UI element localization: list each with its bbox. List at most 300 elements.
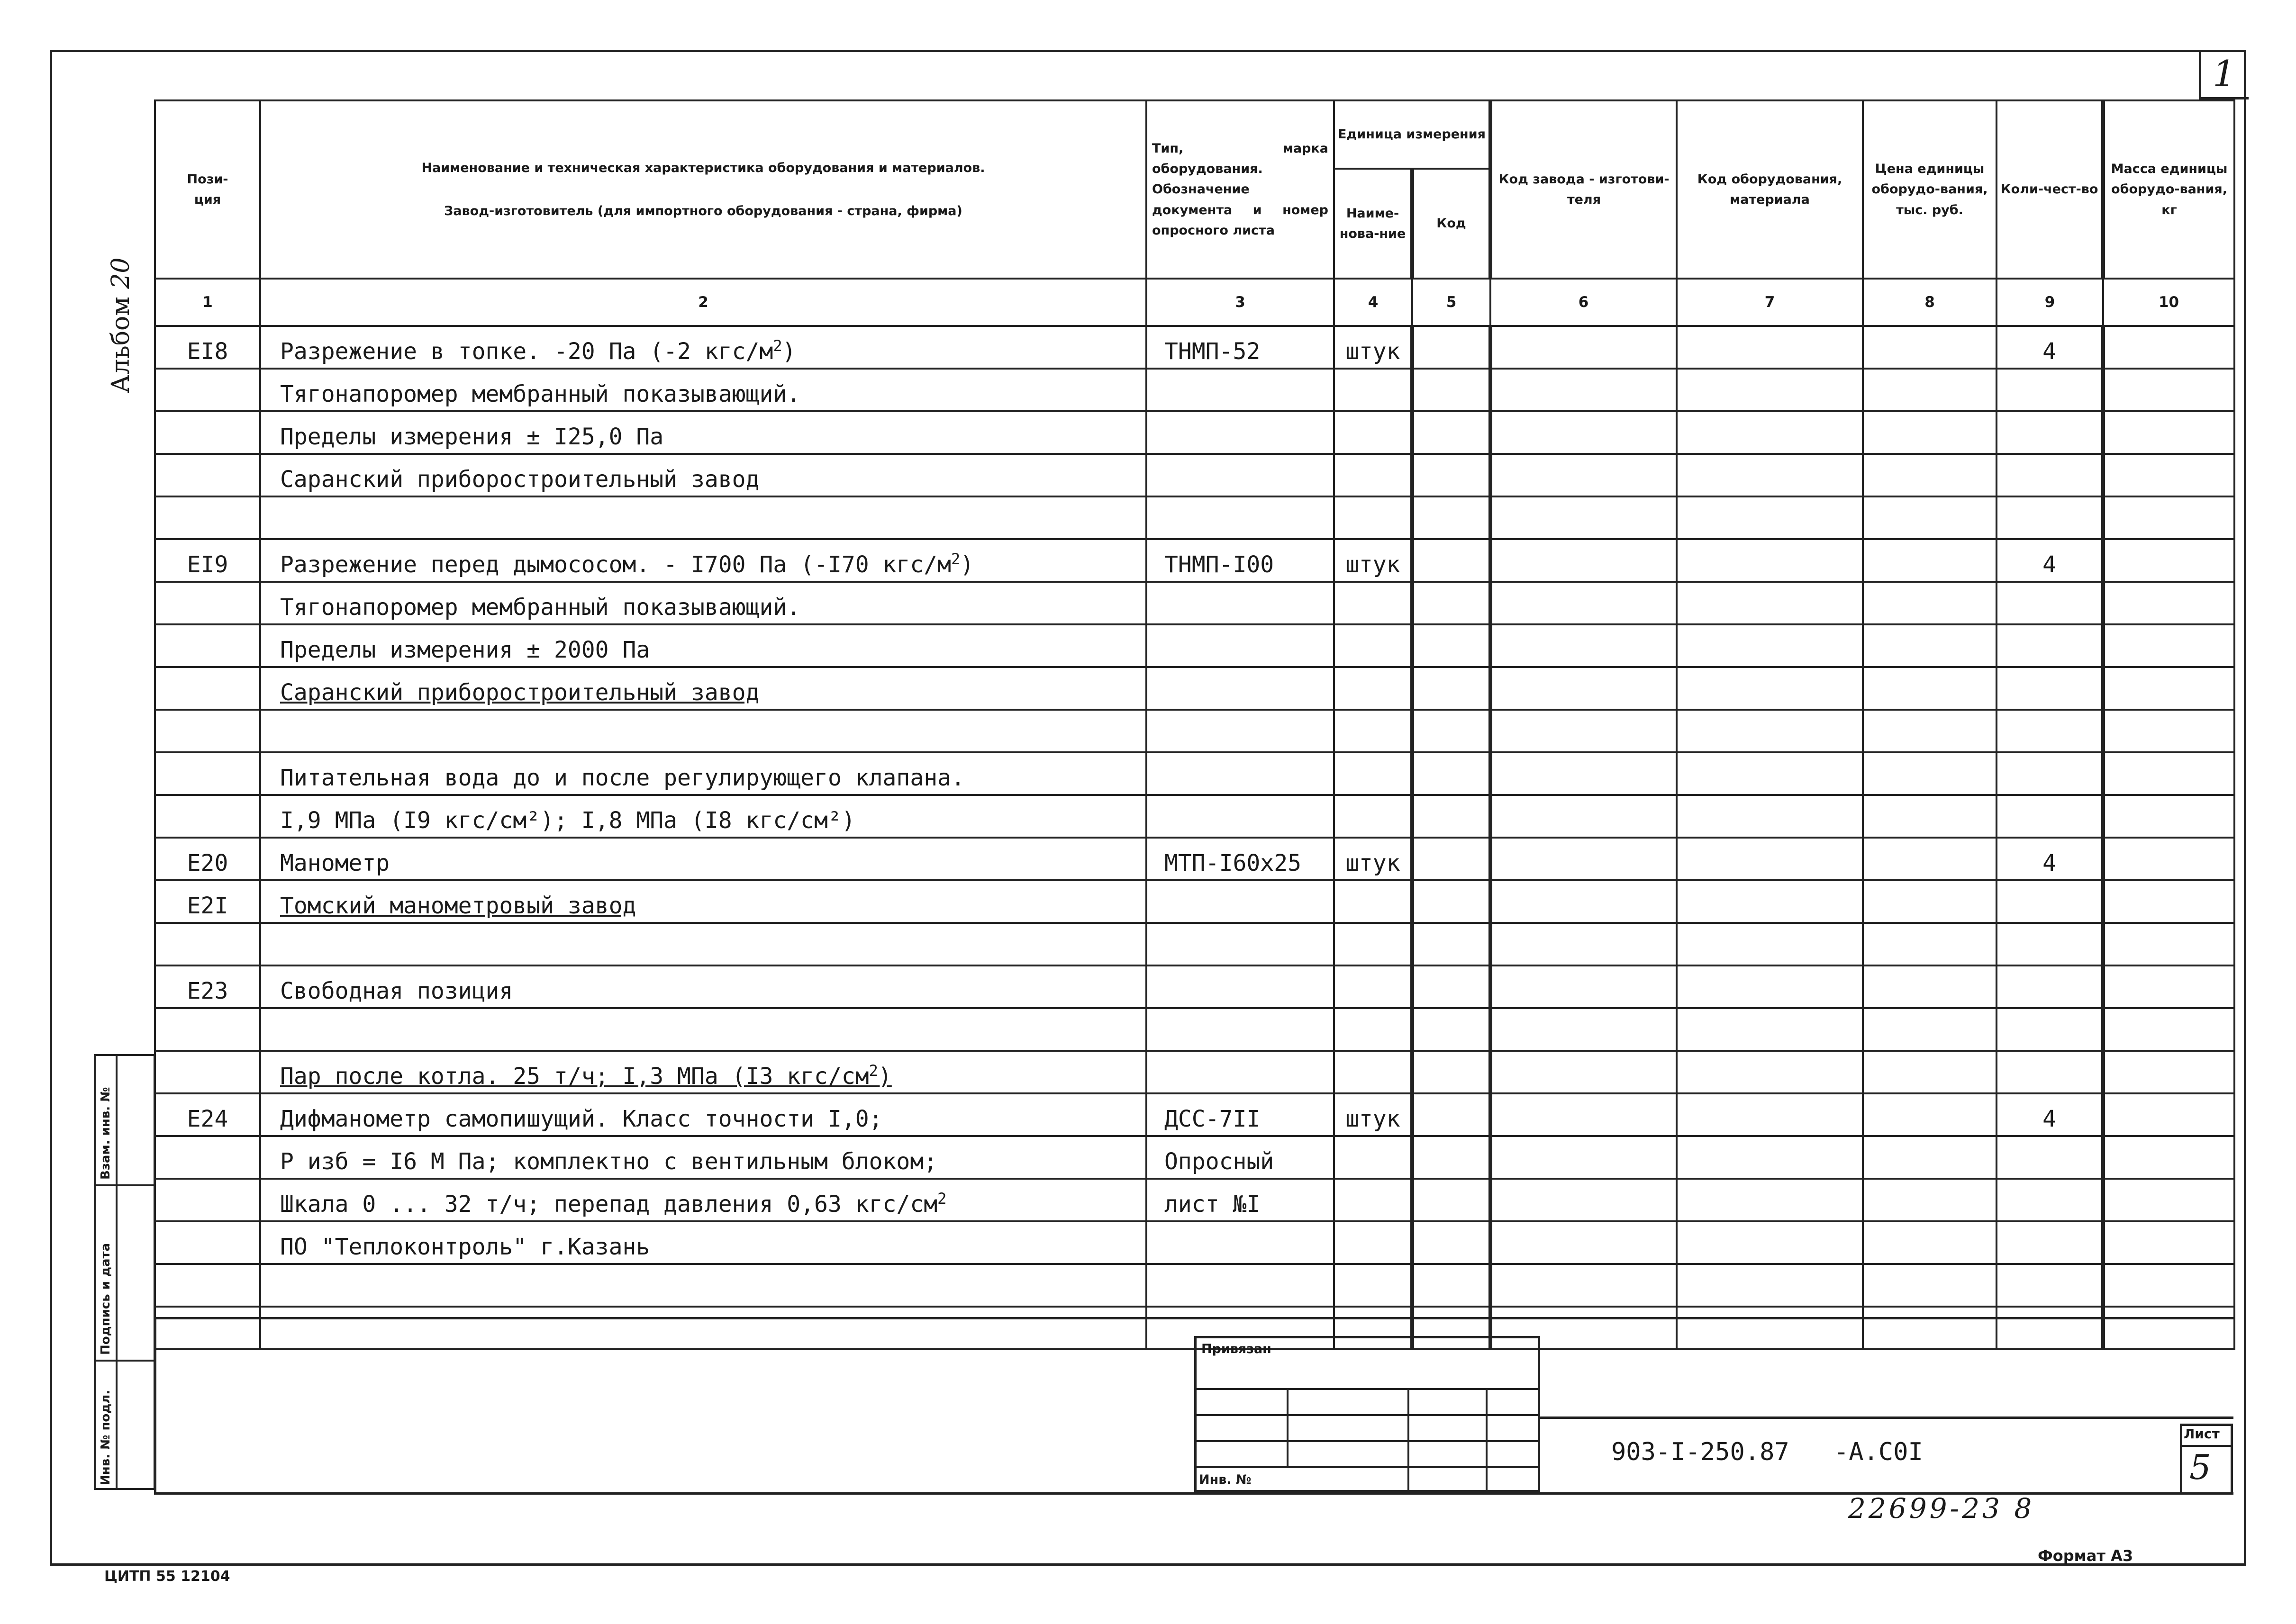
cell-factory-code [1490,496,1677,539]
cell-quantity [1997,1008,2103,1051]
cell-price [1863,752,1997,795]
cell-equipment-code [1677,752,1863,795]
sheet-number-divider [2180,1445,2233,1447]
cell-type [1146,1051,1334,1093]
cell-name [260,454,1146,496]
table-row [155,326,2234,369]
cell-unit [1334,454,1412,496]
cell-name [260,1264,1146,1307]
cell-unit [1334,624,1412,667]
cell-name [260,1051,1146,1093]
sheet-number: 5 [2189,1447,2211,1487]
stamp-replaced-inv: Взам. инв. № [99,1087,113,1180]
cell-unit [1334,752,1412,795]
cell-name-text: Свободная позиция [280,978,513,1004]
cell-name-tail: ) [960,551,974,578]
table-row [155,582,2234,624]
table-row [155,880,2234,923]
cell-factory-code [1490,667,1677,710]
cell-type [1146,710,1334,752]
cell-price [1863,1136,1997,1179]
cell-mass [2103,369,2234,411]
cell-unit: штук [1334,326,1412,369]
cell-mass [2103,539,2234,582]
cell-equipment-code [1677,1264,1863,1307]
cell-unit-code [1412,582,1490,624]
cell-name-text: Тягонапоромер мембранный показывающий. [280,381,801,407]
cell-price [1863,1179,1997,1221]
table-row [155,1093,2234,1136]
cell-equipment-code [1677,880,1863,923]
privyazan-grid-line [1486,1388,1488,1492]
cell-mass [2103,411,2234,454]
cell-unit-code [1412,880,1490,923]
cell-price [1863,880,1997,923]
cell-price [1863,624,1997,667]
cell-type: ДСС-7II [1146,1093,1334,1136]
cell-position [155,1136,260,1179]
cell-factory-code [1490,1264,1677,1307]
cell-unit-code [1412,923,1490,965]
cell-name [260,1093,1146,1136]
cell-unit-code [1412,624,1490,667]
cell-quantity [1997,1136,2103,1179]
cell-type [1146,454,1334,496]
cell-name-text: ПО "Теплоконтроль" г.Казань [280,1234,650,1260]
cell-equipment-code [1677,1008,1863,1051]
cell-unit [1334,1008,1412,1051]
cell-quantity [1997,752,2103,795]
header-factory-code: Код завода - изготови-теля [1490,100,1677,279]
table-row [155,838,2234,880]
cell-name [260,795,1146,838]
cell-equipment-code [1677,454,1863,496]
cell-name [260,539,1146,582]
cell-unit-code [1412,710,1490,752]
cell-price [1863,710,1997,752]
cell-price [1863,582,1997,624]
table-row [155,411,2234,454]
cell-unit-code [1412,1179,1490,1221]
cell-position [155,923,260,965]
cell-name [260,369,1146,411]
cell-position [155,1221,260,1264]
cell-quantity [1997,1221,2103,1264]
cell-price [1863,1093,1997,1136]
cell-unit-code [1412,965,1490,1008]
header-type: Тип, марка оборудования. Обозначение документа и номер опросного листа [1146,100,1334,279]
table-row [155,1051,2234,1093]
cell-unit [1334,496,1412,539]
table-row [155,667,2234,710]
cell-unit-code [1412,411,1490,454]
cell-price [1863,496,1997,539]
cell-name-text: Шкала 0 ... 32 т/ч; перепад давления 0,63 кгс/см [280,1191,938,1218]
cell-position [155,1307,260,1349]
cell-equipment-code [1677,539,1863,582]
cell-unit-code [1412,369,1490,411]
cell-unit-code [1412,1008,1490,1051]
cell-unit-code [1412,667,1490,710]
cell-price [1863,369,1997,411]
cell-unit [1334,923,1412,965]
cell-equipment-code [1677,1093,1863,1136]
document-code: 903-I-250.87 [1611,1438,1789,1466]
cell-type [1146,496,1334,539]
cell-equipment-code [1677,838,1863,880]
cell-factory-code [1490,1008,1677,1051]
cell-position [155,667,260,710]
cell-equipment-code [1677,965,1863,1008]
cell-quantity [1997,1264,2103,1307]
cell-name [260,496,1146,539]
header-position: Пози- ция [155,100,260,279]
cell-mass [2103,1179,2234,1221]
cell-price [1863,326,1997,369]
cell-mass [2103,667,2234,710]
cell-type [1146,411,1334,454]
cell-name-text: Разрежение в топке. -20 Па (-2 кгс/м [280,338,773,365]
cell-mass [2103,795,2234,838]
table-row [155,496,2234,539]
sheet-label: Лист [2184,1426,2220,1442]
cell-mass [2103,1264,2234,1307]
cell-equipment-code [1677,496,1863,539]
cell-name-text: Пределы измерения ± I25,0 Па [280,424,664,450]
table-row [155,1008,2234,1051]
cell-factory-code [1490,326,1677,369]
header-quantity: Коли-чест-во [1997,100,2103,279]
cell-unit [1334,880,1412,923]
cell-quantity [1997,624,2103,667]
colnum-6: 6 [1490,279,1677,326]
privyazan-grid-line [1194,1440,1540,1442]
cell-mass [2103,1307,2234,1349]
cell-price [1863,539,1997,582]
cell-position [155,1008,260,1051]
header-unit-name: Наиме-нова-ние [1334,169,1412,279]
cell-price [1863,1051,1997,1093]
cell-type: ТНМП-I00 [1146,539,1334,582]
colnum-10: 10 [2103,279,2234,326]
cell-unit-code [1412,539,1490,582]
cell-type [1146,1221,1334,1264]
cell-factory-code [1490,710,1677,752]
privyazan-grid-line [1194,1414,1540,1416]
colnum-3: 3 [1146,279,1334,326]
cell-unit [1334,710,1412,752]
cell-quantity [1997,454,2103,496]
cell-factory-code [1490,1093,1677,1136]
cell-name [260,1221,1146,1264]
cell-type [1146,923,1334,965]
cell-quantity [1997,582,2103,624]
cell-unit-code [1412,496,1490,539]
table-row [155,539,2234,582]
cell-factory-code [1490,880,1677,923]
cell-type [1146,1264,1334,1307]
cell-name-text: Пределы измерения ± 2000 Па [280,637,650,663]
cell-type [1146,667,1334,710]
cell-price [1863,667,1997,710]
cell-equipment-code [1677,710,1863,752]
cell-quantity [1997,923,2103,965]
cell-equipment-code [1677,582,1863,624]
cell-quantity: 4 [1997,838,2103,880]
table-row [155,965,2234,1008]
cell-mass [2103,454,2234,496]
column-numbers-row [155,279,2234,326]
title-block-left [154,1317,156,1492]
privyazan-grid-line [1194,1466,1540,1468]
cell-quantity [1997,411,2103,454]
table-row [155,1179,2234,1221]
cell-mass [2103,1008,2234,1051]
cell-name-text: Томский манометровый завод [280,893,636,919]
cell-name [260,838,1146,880]
cell-position: E24 [155,1093,260,1136]
cell-equipment-code [1677,1179,1863,1221]
cell-equipment-code [1677,369,1863,411]
cell-mass [2103,624,2234,667]
table-row [155,1136,2234,1179]
header-price: Цена единицы оборудо-вания, тыс. руб. [1863,100,1997,279]
cell-unit-code [1412,1051,1490,1093]
cell-quantity [1997,1051,2103,1093]
colnum-9: 9 [1997,279,2103,326]
cell-unit-code [1412,795,1490,838]
title-block-top [154,1317,2233,1319]
table-row [155,369,2234,411]
cell-name-text: P изб = I6 М Па; комплектно с вентильным блоком; [280,1148,938,1175]
cell-position [155,496,260,539]
cell-position [155,1179,260,1221]
cell-price [1863,1221,1997,1264]
cell-type: лист №I [1146,1179,1334,1221]
cell-position [155,582,260,624]
colnum-8: 8 [1863,279,1997,326]
cell-factory-code [1490,752,1677,795]
cell-position [155,411,260,454]
cell-position [155,1264,260,1307]
cell-position [155,454,260,496]
cell-type [1146,795,1334,838]
cell-price [1863,965,1997,1008]
cell-name-text: Саранский приборостроительный завод [280,679,760,706]
cell-price [1863,838,1997,880]
cell-unit [1334,1136,1412,1179]
sheet-corner-number: 1 [2213,53,2236,95]
cell-factory-code [1490,1179,1677,1221]
cell-quantity [1997,880,2103,923]
cell-mass [2103,752,2234,795]
cell-factory-code [1490,624,1677,667]
cell-price [1863,454,1997,496]
stamp-divider [94,1184,155,1186]
cell-mass [2103,923,2234,965]
header-equipment-code: Код оборудования, материала [1677,100,1863,279]
cell-mass [2103,1051,2234,1093]
cell-unit-code [1412,1136,1490,1179]
table-row [155,624,2234,667]
cell-factory-code [1490,965,1677,1008]
cell-equipment-code [1677,326,1863,369]
cell-unit [1334,1179,1412,1221]
cell-unit [1334,965,1412,1008]
header-unit-code: Код [1412,169,1490,279]
cell-mass [2103,880,2234,923]
cell-name [260,1136,1146,1179]
cell-position: EI8 [155,326,260,369]
cell-name-text: Пар после котла. 25 т/ч; I,3 МПа (I3 кгс/см [280,1063,869,1090]
cell-name-text: Разрежение перед дымососом. - I700 Па (-I70 кгс/м [280,551,952,578]
cell-unit [1334,411,1412,454]
cell-name [260,1179,1146,1221]
cell-name [260,1008,1146,1051]
cell-name-text: Манометр [280,850,390,876]
cell-equipment-code [1677,1307,1863,1349]
cell-type: МТП-I60х25 [1146,838,1334,880]
cell-unit [1334,582,1412,624]
cell-name-text: Тягонапоромер мембранный показывающий. [280,594,801,621]
cell-name-text: Дифманометр самопишущий. Класс точности I,0; [280,1106,883,1132]
cell-quantity: 4 [1997,1093,2103,1136]
cell-unit-code [1412,454,1490,496]
cell-unit: штук [1334,838,1412,880]
cell-unit [1334,1051,1412,1093]
privyazan-grid-line [1407,1388,1409,1492]
table-row [155,454,2234,496]
doc-code-line [1540,1416,2233,1419]
cell-factory-code [1490,1051,1677,1093]
cell-quantity [1997,710,2103,752]
cell-factory-code [1490,795,1677,838]
cell-unit [1334,667,1412,710]
cell-factory-code [1490,1136,1677,1179]
cell-name [260,923,1146,965]
colnum-5: 5 [1412,279,1490,326]
cell-name-text: Питательная вода до и после регулирующего клапана. [280,765,965,791]
cell-unit [1334,1264,1412,1307]
cell-type [1146,582,1334,624]
table-row [155,710,2234,752]
cell-position [155,752,260,795]
cell-equipment-code [1677,1136,1863,1179]
tsitp-code: ЦИТП 55 12104 [104,1568,230,1585]
cell-equipment-code [1677,667,1863,710]
colnum-4: 4 [1334,279,1412,326]
cell-quantity [1997,1179,2103,1221]
cell-type [1146,752,1334,795]
cell-name [260,880,1146,923]
cell-quantity [1997,965,2103,1008]
cell-factory-code [1490,454,1677,496]
format-label: Формат А3 [2038,1547,2133,1565]
table-row [155,1221,2234,1264]
colnum-7: 7 [1677,279,1863,326]
cell-quantity: 4 [1997,326,2103,369]
cell-type: Опросный [1146,1136,1334,1179]
cell-unit: штук [1334,539,1412,582]
privyazan-grid-line [1287,1388,1289,1466]
cell-factory-code [1490,539,1677,582]
cell-equipment-code [1677,1221,1863,1264]
cell-mass [2103,1093,2234,1136]
cell-equipment-code [1677,923,1863,965]
sheet-corner-box [2199,50,2249,99]
cell-unit-code [1412,1093,1490,1136]
cell-name-superscript: 2 [773,337,782,355]
cell-position [155,1051,260,1093]
cell-name [260,965,1146,1008]
cell-position [155,710,260,752]
stamp-strip-values [118,1054,155,1490]
header-unit: Единица измерения [1334,100,1490,169]
inventory-number-label: Инв. № [1199,1472,1252,1487]
stamp-signature-date: Подпись и дата [99,1243,113,1355]
cell-mass [2103,582,2234,624]
specification-rows [155,326,2234,1349]
specification-table [154,99,2235,1350]
cell-equipment-code [1677,411,1863,454]
cell-name-tail: ) [782,338,796,365]
cell-price [1863,1264,1997,1307]
cell-position [155,369,260,411]
cell-mass [2103,710,2234,752]
cell-unit [1334,795,1412,838]
cell-mass [2103,1221,2234,1264]
cell-price [1863,795,1997,838]
privyazan-grid-line [1194,1388,1540,1390]
document-suffix: -А.С0I [1834,1438,1923,1466]
album-label [107,258,135,394]
cell-position: E2I [155,880,260,923]
cell-price [1863,923,1997,965]
cell-unit-code [1412,1221,1490,1264]
cell-position [155,795,260,838]
cell-name-text: I,9 МПа (I9 кгс/см²); I,8 МПа (I8 кгс/см²) [280,807,855,834]
cell-unit: штук [1334,1093,1412,1136]
cell-factory-code [1490,923,1677,965]
cell-factory-code [1490,411,1677,454]
cell-price [1863,1307,1997,1349]
cell-factory-code [1490,1221,1677,1264]
cell-mass [2103,965,2234,1008]
header-mass: Масса единицы оборудо-вания, кг [2103,100,2234,279]
cell-quantity [1997,496,2103,539]
cell-factory-code [1490,582,1677,624]
colnum-1: 1 [155,279,260,326]
cell-mass [2103,1136,2234,1179]
cell-unit-code [1412,752,1490,795]
cell-type [1146,880,1334,923]
cell-unit-code [1412,326,1490,369]
table-row [155,1264,2234,1307]
stamp-original-inv: Инв. № подл. [99,1389,113,1485]
cell-factory-code [1490,838,1677,880]
cell-name [260,582,1146,624]
cell-name-text: Саранский приборостроительный завод [280,466,760,493]
cell-name [260,326,1146,369]
cell-unit-code [1412,1264,1490,1307]
cell-name [260,710,1146,752]
cell-name-superscript: 2 [869,1062,878,1080]
cell-type: ТНМП-52 [1146,326,1334,369]
cell-unit [1334,369,1412,411]
cell-position: EI9 [155,539,260,582]
table-row [155,795,2234,838]
cell-quantity [1997,369,2103,411]
